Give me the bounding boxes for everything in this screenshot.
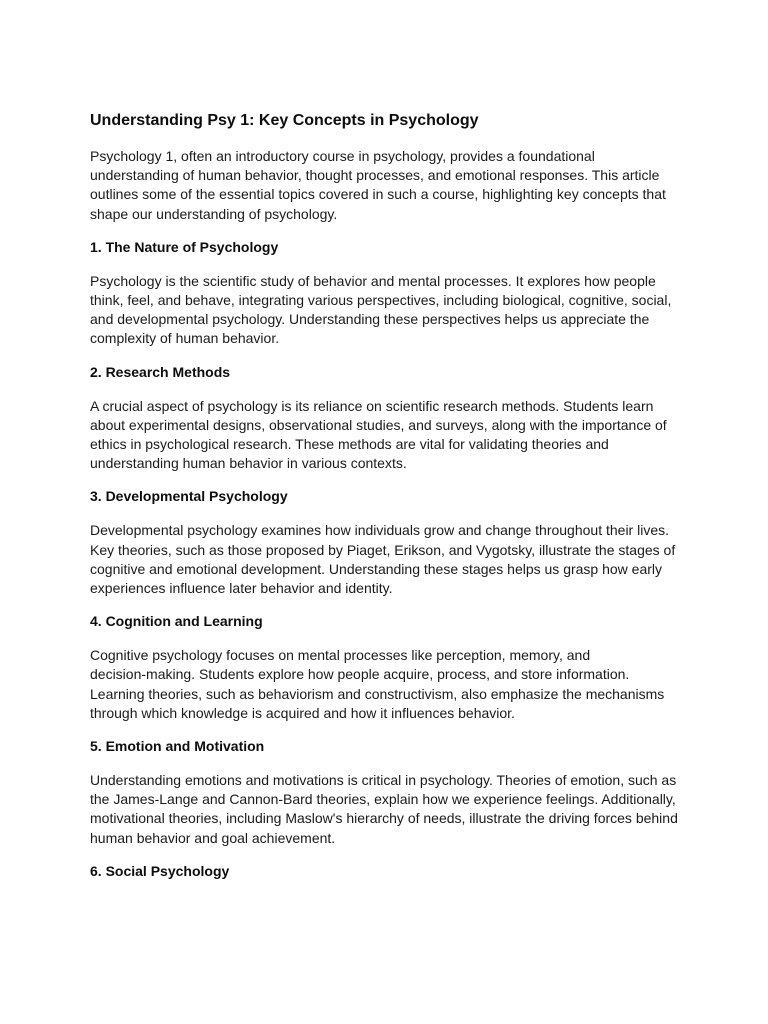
intro-line: outlines some of the essential topics covered in such a course, highlighting key concepts that [90, 186, 666, 203]
section-paragraph [90, 521, 680, 598]
paragraph-line: Cognitive psychology focuses on mental processes like perception, memory, and [90, 647, 591, 664]
section-heading: 1. The Nature of Psychology [90, 238, 279, 255]
paragraph-line: human behavior and goal achievement. [90, 829, 336, 846]
intro-line: Psychology 1, often an introductory course in psychology, provides a foundational [90, 148, 595, 164]
paragraph-line: complexity of human behavior. [90, 330, 280, 347]
intro-paragraph [90, 147, 680, 224]
section-social-psychology [90, 862, 680, 881]
paragraph-line: A crucial aspect of psychology is its reliance on scientific research methods. Students learn [90, 397, 654, 414]
paragraph-line: the James-Lange and Cannon-Bard theories, explain how we experience feelings. Additionally, [90, 791, 676, 808]
section-paragraph [90, 397, 680, 474]
section-heading: 3. Developmental Psychology [90, 488, 288, 505]
section-heading: 6. Social Psychology [90, 862, 230, 879]
paragraph-line: ethics in psychological research. These methods are vital for validating theories and [90, 436, 609, 453]
paragraph-line: decision-making. Students explore how people acquire, process, and store information. [90, 666, 630, 683]
document-page [90, 110, 680, 896]
paragraph-line: Psychology is the scientific study of behavior and mental processes. It explores how people [90, 272, 656, 289]
intro-line: shape our understanding of psychology. [90, 205, 338, 222]
section-paragraph [90, 272, 680, 349]
section-heading: 4. Cognition and Learning [90, 613, 263, 630]
document-title: Understanding Psy 1: Key Concepts in Psychology [90, 112, 479, 129]
paragraph-line: experiences influence later behavior and identity. [90, 580, 393, 597]
paragraph-line: Learning theories, such as behaviorism and constructivism, also emphasize the mechanisms [90, 685, 665, 702]
section-developmental-psychology [90, 487, 680, 598]
paragraph-line: think, feel, and behave, integrating various perspectives, including biological, cognitive, social, [90, 292, 672, 309]
paragraph-line: and developmental psychology. Understanding these perspectives helps us appreciate the [90, 311, 650, 328]
paragraph-line: understanding human behavior in various contexts. [90, 455, 407, 472]
paragraph-line: about experimental designs, observational studies, and surveys, along with the importance of [90, 416, 667, 433]
paragraph-line: cognitive and emotional development. Understanding these stages helps us grasp how early [90, 560, 663, 577]
paragraph-line: Key theories, such as those proposed by Piaget, Erikson, and Vygotsky, illustrate the stages of [90, 541, 676, 558]
section-research-methods [90, 363, 680, 474]
section-emotion-and-motivation [90, 737, 680, 848]
intro-line: understanding of human behavior, thought processes, and emotional responses. This article [90, 167, 660, 184]
paragraph-line: Understanding emotions and motivations is critical in psychology. Theories of emotion, such as [90, 772, 677, 789]
section-heading: 2. Research Methods [90, 363, 231, 380]
paragraph-line: motivational theories, including Maslow's hierarchy of needs, illustrate the driving forces behind [90, 810, 678, 827]
paragraph-line: Developmental psychology examines how individuals grow and change throughout their lives. [90, 522, 670, 539]
section-paragraph [90, 771, 680, 848]
paragraph-line: through which knowledge is acquired and how it influences behavior. [90, 704, 515, 721]
section-paragraph [90, 646, 680, 723]
section-nature-of-psychology [90, 238, 680, 349]
section-cognition-and-learning [90, 612, 680, 723]
section-heading: 5. Emotion and Motivation [90, 738, 265, 755]
